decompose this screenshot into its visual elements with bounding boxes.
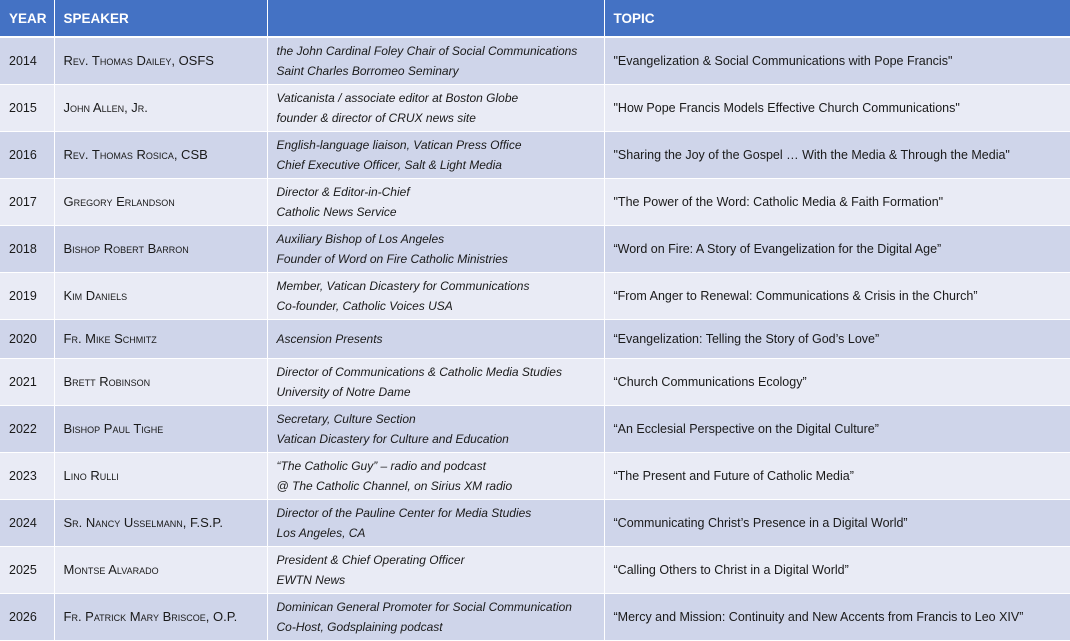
affiliation-line-1: Director of Communications & Catholic Media Studies xyxy=(276,364,562,379)
year-header: YEAR xyxy=(0,0,54,37)
speaker-cell: Kim Daniels xyxy=(54,272,267,319)
table-row xyxy=(0,272,1070,319)
affiliation-line-2: Co-Host, Godsplaining podcast xyxy=(276,619,443,634)
speaker-header: SPEAKER xyxy=(54,0,267,37)
affiliation-line-1: President & Chief Operating Officer xyxy=(276,552,465,567)
affiliation-line-2: Chief Executive Officer, Salt & Light Media xyxy=(276,157,502,172)
affiliation-cell xyxy=(267,37,604,84)
affiliation-line-1: Ascension Presents xyxy=(276,331,383,346)
topic-cell: "How Pope Francis Models Effective Church Communications" xyxy=(604,84,1070,131)
affiliation-line-1: Auxiliary Bishop of Los Angeles xyxy=(276,231,445,246)
table-row xyxy=(0,405,1070,452)
year-cell: 2021 xyxy=(0,358,54,405)
speaker-cell: Gregory Erlandson xyxy=(54,178,267,225)
topic-cell: “Word on Fire: A Story of Evangelization for the Digital Age” xyxy=(604,225,1070,272)
topic-cell: “Church Communications Ecology” xyxy=(604,358,1070,405)
topic-header: TOPIC xyxy=(604,0,1070,37)
year-cell: 2025 xyxy=(0,546,54,593)
affiliation-line-2: Vatican Dicastery for Culture and Education xyxy=(276,431,509,446)
year-cell: 2018 xyxy=(0,225,54,272)
affiliation-cell xyxy=(267,405,604,452)
affiliation-line-2: EWTN News xyxy=(276,572,346,587)
year-cell: 2016 xyxy=(0,131,54,178)
table-row xyxy=(0,131,1070,178)
topic-cell: "Sharing the Joy of the Gospel … With the Media & Through the Media" xyxy=(604,131,1070,178)
topic-cell: “The Present and Future of Catholic Media” xyxy=(604,452,1070,499)
year-cell: 2026 xyxy=(0,593,54,640)
topic-cell: “Evangelization: Telling the Story of God’s Love” xyxy=(604,319,1070,358)
year-cell: 2019 xyxy=(0,272,54,319)
speaker-cell: Bishop Paul Tighe xyxy=(54,405,267,452)
affiliation-line-1: Vaticanista / associate editor at Boston Globe xyxy=(276,90,519,105)
year-cell: 2024 xyxy=(0,499,54,546)
year-cell: 2017 xyxy=(0,178,54,225)
affiliation-line-2: Saint Charles Borromeo Seminary xyxy=(276,63,459,78)
table-row xyxy=(0,358,1070,405)
topic-cell: “From Anger to Renewal: Communications & Crisis in the Church” xyxy=(604,272,1070,319)
topic-cell: “An Ecclesial Perspective on the Digital Culture” xyxy=(604,405,1070,452)
topic-cell: “Calling Others to Christ in a Digital World” xyxy=(604,546,1070,593)
topic-cell: "Evangelization & Social Communications with Pope Francis" xyxy=(604,37,1070,84)
affiliation-line-2: Founder of Word on Fire Catholic Ministries xyxy=(276,251,508,266)
speaker-cell: Rev. Thomas Dailey, OSFS xyxy=(54,37,267,84)
speaker-cell: John Allen, Jr. xyxy=(54,84,267,131)
topic-cell: “Communicating Christ’s Presence in a Digital World” xyxy=(604,499,1070,546)
table-row xyxy=(0,225,1070,272)
speaker-cell: Fr. Patrick Mary Briscoe, O.P. xyxy=(54,593,267,640)
affiliation-cell xyxy=(267,131,604,178)
affiliation-line-2: Co-founder, Catholic Voices USA xyxy=(276,298,453,313)
table-row xyxy=(0,593,1070,640)
year-cell: 2022 xyxy=(0,405,54,452)
affiliation-cell xyxy=(267,358,604,405)
affiliation-cell xyxy=(267,225,604,272)
table-row xyxy=(0,499,1070,546)
table-row xyxy=(0,319,1070,358)
affiliation-line-2: Los Angeles, CA xyxy=(276,525,366,540)
table-row xyxy=(0,546,1070,593)
year-cell: 2014 xyxy=(0,37,54,84)
speaker-cell: Lino Rulli xyxy=(54,452,267,499)
speaker-cell: Rev. Thomas Rosica, CSB xyxy=(54,131,267,178)
table-row xyxy=(0,452,1070,499)
speaker-cell: Sr. Nancy Usselmann, F.S.P. xyxy=(54,499,267,546)
year-cell: 2015 xyxy=(0,84,54,131)
table-row xyxy=(0,37,1070,84)
speaker-cell: Montse Alvarado xyxy=(54,546,267,593)
speaker-cell: Bishop Robert Barron xyxy=(54,225,267,272)
affiliation-cell xyxy=(267,84,604,131)
affiliation-cell xyxy=(267,499,604,546)
affiliation-cell xyxy=(267,178,604,225)
topic-cell: "The Power of the Word: Catholic Media & Faith Formation" xyxy=(604,178,1070,225)
speaker-cell: Fr. Mike Schmitz xyxy=(54,319,267,358)
affiliation-line-1: English-language liaison, Vatican Press Office xyxy=(276,137,522,152)
year-cell: 2023 xyxy=(0,452,54,499)
table-row xyxy=(0,84,1070,131)
affiliation-line-1: Secretary, Culture Section xyxy=(276,411,416,426)
affiliation-line-1: “The Catholic Guy” – radio and podcast xyxy=(276,458,486,473)
year-cell: 2020 xyxy=(0,319,54,358)
header-row xyxy=(0,0,1070,37)
affiliation-line-2: @ The Catholic Channel, on Sirius XM radio xyxy=(276,478,513,493)
affiliation-cell xyxy=(267,319,604,358)
table-row xyxy=(0,178,1070,225)
affiliation-line-1: Member, Vatican Dicastery for Communications xyxy=(276,278,530,293)
affiliation-cell xyxy=(267,546,604,593)
affiliation-line-2: Catholic News Service xyxy=(276,204,397,219)
affiliation-header xyxy=(267,0,604,37)
affiliation-line-2: founder & director of CRUX news site xyxy=(276,110,476,125)
affiliation-line-1: Director of the Pauline Center for Media Studies xyxy=(276,505,532,520)
speaker-cell: Brett Robinson xyxy=(54,358,267,405)
affiliation-cell xyxy=(267,452,604,499)
affiliation-cell xyxy=(267,272,604,319)
affiliation-line-2: University of Notre Dame xyxy=(276,384,411,399)
affiliation-line-1: the John Cardinal Foley Chair of Social Communications xyxy=(276,43,578,58)
topic-cell: “Mercy and Mission: Continuity and New Accents from Francis to Leo XIV” xyxy=(604,593,1070,640)
affiliation-line-1: Director & Editor-in-Chief xyxy=(276,184,410,199)
affiliation-line-1: Dominican General Promoter for Social Communication xyxy=(276,599,572,614)
affiliation-cell xyxy=(267,593,604,640)
